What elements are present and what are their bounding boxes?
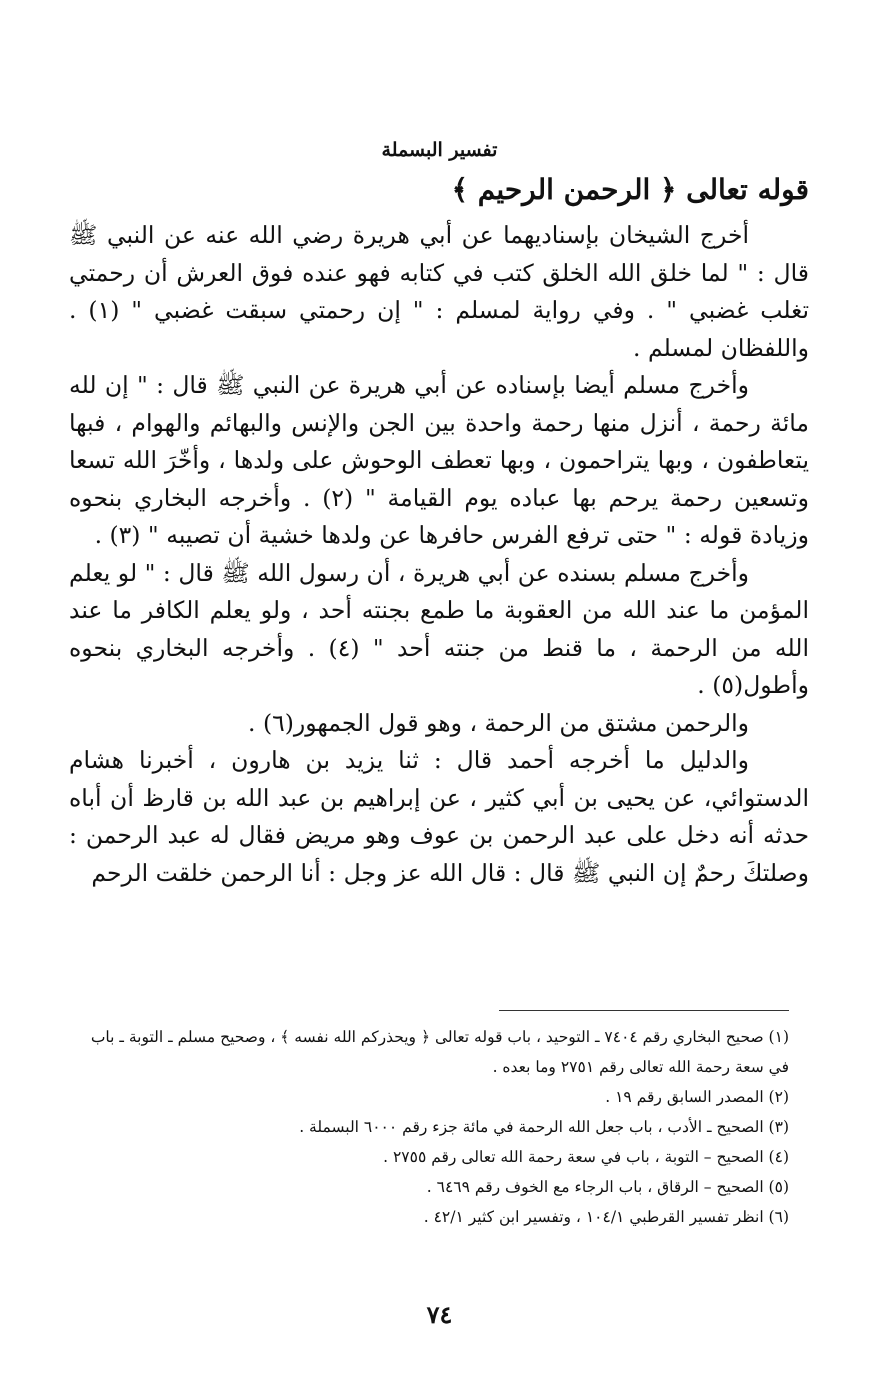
footnotes [69, 1022, 789, 1232]
footnote: (٦) انظر تفسير القرطبي ١٠٤/١ ، وتفسير ابن كثير ٤٢/١ . [423, 1208, 789, 1226]
paragraph: وأخرج مسلم بسنده عن أبي هريرة ، أن رسول الله ﷺ قال : " لو يعلم المؤمن ما عند الله من العقوبة ما طمع بجنته أحد ، ولو يعلم الكافر ما عند الله من الرحمة ، ما قنط من جنته أحد " (٤) . وأخرجه البخاري بنحوه وأطول(٥) . [69, 558, 809, 699]
section-heading: قوله تعالى ﴿ الرحمن الرحيم ﴾ [451, 173, 809, 206]
footnote: (٤) الصحيح – التوبة ، باب في سعة رحمة الله تعالى رقم ٢٧٥٥ . [383, 1148, 789, 1166]
body-text [69, 217, 809, 892]
paragraph: والدليل ما أخرجه أحمد قال : ثنا يزيد بن هارون ، أخبرنا هشام الدستوائي، عن يحيى بن أبي كثير ، عن إبراهيم بن عبد الله بن قارظ أن أباه حدثه أنه دخل على عبد الرحمن بن عوف وهو مريض فقال له عبد الرحمن : وصلتكَ رحمٌ إن النبي ﷺ قال : قال الله عز وجل : أنا الرحمن خلقت الرحم [69, 746, 809, 887]
paragraph: وأخرج مسلم أيضا بإسناده عن أبي هريرة عن النبي ﷺ قال : " إن لله مائة رحمة ، أنزل منها رحمة واحدة بين الجن والإنس والبهائم والهوام ، فبها يتعاطفون ، وبها يتراحمون ، وبها تعطف الوحوش على ولدها ، وأخّرَ الله تسعا وتسعين رحمة يرحم بها عباده يوم القيامة " (٢) . وأخرجه البخاري بنحوه وزيادة قوله : " حتى ترفع الفرس حافرها عن ولدها خشية أن تصيبه " (٣) . [69, 371, 809, 549]
footnote: (٢) المصدر السابق رقم ١٩ . [605, 1088, 789, 1106]
page-number: ٧٤ [426, 1300, 453, 1329]
paragraph: أخرج الشيخان بإسناديهما عن أبي هريرة رضي الله عنه عن النبي ﷺ قال : " لما خلق الله الخلق كتب في كتابه فهو عنده فوق العرش أن رحمتي تغلب غضبي " . وفي رواية لمسلم : " إن رحمتي سبقت غضبي " (١) . واللفظان لمسلم . [69, 221, 810, 362]
footnote: (٥) الصحيح – الرقاق ، باب الرجاء مع الخوف رقم ٦٤٦٩ . [426, 1178, 789, 1196]
running-header: تفسير البسملة [381, 139, 498, 161]
paragraph: والرحمن مشتق من الرحمة ، وهو قول الجمهور(٦) . [248, 708, 749, 737]
footnote: (٣) الصحيح ـ الأدب ، باب جعل الله الرحمة في مائة جزء رقم ٦٠٠٠ البسملة . [299, 1118, 789, 1136]
footnote: (١) صحيح البخاري رقم ٧٤٠٤ ـ التوحيد ، باب قوله تعالى ﴿ ويحذركم الله نفسه ﴾ ، وصحيح مسلم ـ التوبة ـ باب في سعة رحمة الله تعالى رقم ٢٧٥١ وما بعده . [90, 1028, 789, 1076]
footnote-divider [499, 1010, 789, 1011]
